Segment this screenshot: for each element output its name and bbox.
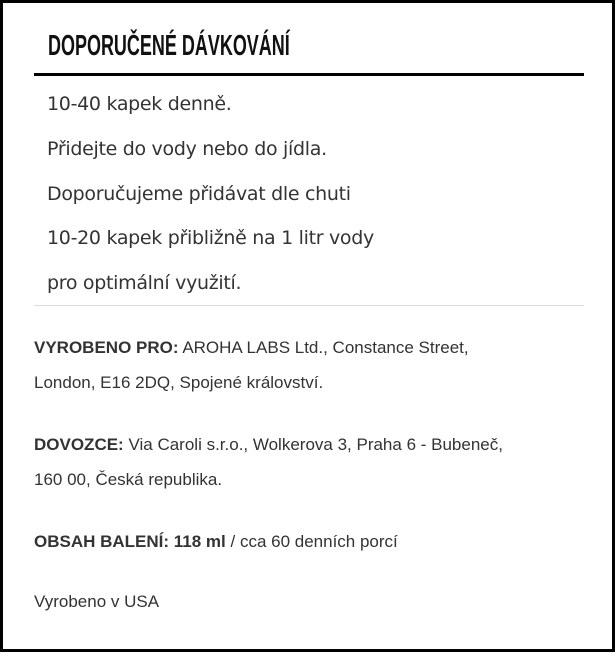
package-label: OBSAH BALENÍ: [34, 532, 170, 551]
heading-underline [34, 73, 584, 76]
manufacturer-line-1 [34, 330, 469, 365]
manufacturer-line-2: London, E16 2DQ, Spojené království. [34, 373, 324, 392]
importer-label: DOVOZCE: [34, 435, 124, 454]
package-amount: 118 ml [169, 532, 226, 551]
manufacturer-info [34, 330, 469, 400]
manufacturer-address: AROHA LABS Ltd., Constance Street, [178, 338, 469, 357]
dosage-instructions [47, 89, 374, 313]
country-of-origin: Vyrobeno v USA [34, 592, 160, 611]
importer-line-2: 160 00, Česká republika. [34, 470, 223, 489]
dosage-line: Doporučujeme přidávat dle chuti [47, 182, 351, 205]
package-servings: / cca 60 denních porcí [225, 532, 398, 551]
manufacturer-label: VYROBENO PRO: [34, 338, 179, 357]
section-divider [34, 305, 584, 306]
importer-info [34, 427, 503, 497]
importer-address: Via Caroli s.r.o., Wolkerova 3, Praha 6 - Bubeneč, [123, 435, 503, 454]
dosage-line: Přidejte do vody nebo do jídla. [47, 137, 327, 160]
dosage-line: pro optimální využití. [47, 272, 242, 295]
dosage-line: 10-20 kapek přibližně na 1 litr vody [47, 227, 374, 250]
section-title: DOPORUČENÉ DÁVKOVÁNÍ [48, 30, 290, 62]
package-content-info [34, 524, 398, 559]
importer-line-1 [34, 427, 503, 462]
dosage-line: 10-40 kapek denně. [47, 93, 232, 115]
